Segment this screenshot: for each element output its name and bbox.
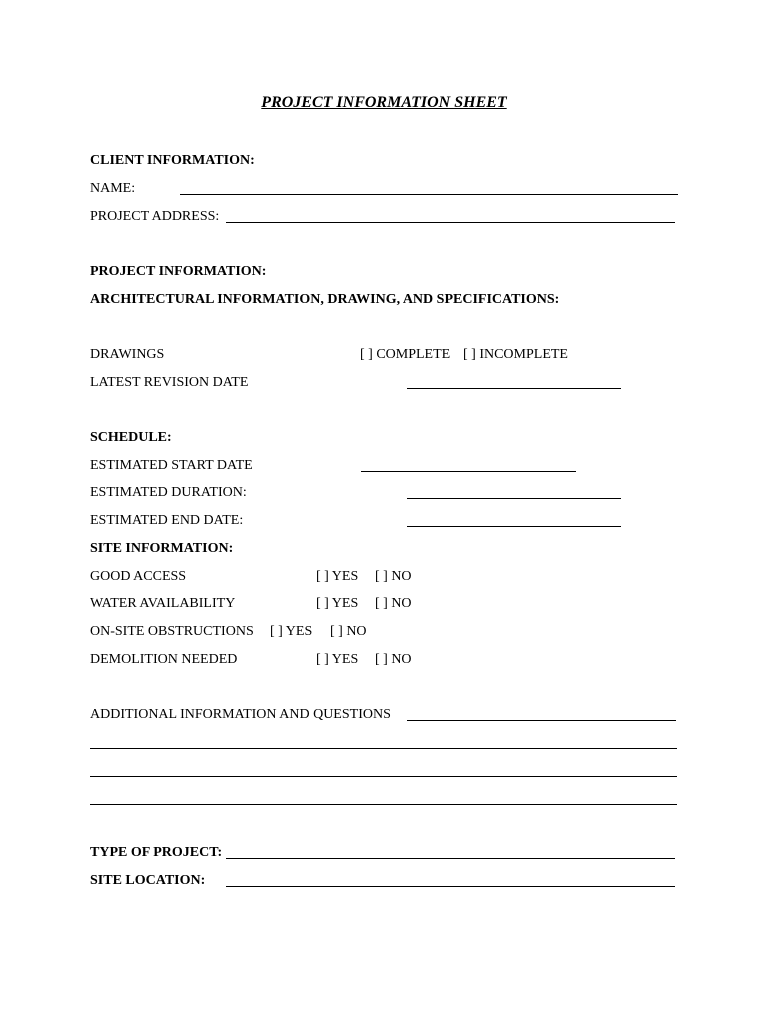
- demolition-needed-no-checkbox[interactable]: [ ] NO: [375, 652, 412, 667]
- drawings-complete-checkbox[interactable]: [ ] COMPLETE: [360, 347, 451, 362]
- water-availability-no-checkbox[interactable]: [ ] NO: [375, 596, 412, 611]
- site-location-label: SITE LOCATION:: [90, 873, 206, 888]
- on-site-obstructions-no-checkbox[interactable]: [ ] NO: [330, 624, 367, 639]
- water-availability-label: WATER AVAILABILITY: [90, 596, 236, 611]
- schedule-heading: SCHEDULE:: [90, 430, 172, 445]
- site-location-input-line[interactable]: [226, 886, 675, 887]
- additional-information-label: ADDITIONAL INFORMATION AND QUESTIONS: [90, 707, 391, 722]
- additional-information-input-line[interactable]: [407, 720, 676, 721]
- latest-revision-date-label: LATEST REVISION DATE: [90, 375, 249, 390]
- estimated-end-date-label: ESTIMATED END DATE:: [90, 513, 244, 528]
- demolition-needed-yes-checkbox[interactable]: [ ] YES: [316, 652, 359, 667]
- project-information-heading: PROJECT INFORMATION:: [90, 264, 267, 279]
- on-site-obstructions-yes-checkbox[interactable]: [ ] YES: [270, 624, 313, 639]
- name-input-line[interactable]: [180, 194, 678, 195]
- additional-information-line-2[interactable]: [90, 748, 677, 749]
- page-title: PROJECT INFORMATION SHEET: [261, 94, 507, 111]
- latest-revision-date-input-line[interactable]: [407, 388, 621, 389]
- estimated-start-date-input-line[interactable]: [361, 471, 576, 472]
- client-information-heading: CLIENT INFORMATION:: [90, 153, 255, 168]
- estimated-end-date-input-line[interactable]: [407, 526, 621, 527]
- on-site-obstructions-label: ON-SITE OBSTRUCTIONS: [90, 624, 254, 639]
- additional-information-line-4[interactable]: [90, 804, 677, 805]
- estimated-start-date-label: ESTIMATED START DATE: [90, 458, 253, 473]
- water-availability-yes-checkbox[interactable]: [ ] YES: [316, 596, 359, 611]
- site-information-heading: SITE INFORMATION:: [90, 541, 234, 556]
- project-address-input-line[interactable]: [226, 222, 675, 223]
- good-access-no-checkbox[interactable]: [ ] NO: [375, 569, 412, 584]
- estimated-duration-label: ESTIMATED DURATION:: [90, 485, 247, 500]
- project-address-label: PROJECT ADDRESS:: [90, 209, 220, 224]
- type-of-project-input-line[interactable]: [226, 858, 675, 859]
- demolition-needed-label: DEMOLITION NEEDED: [90, 652, 238, 667]
- drawings-incomplete-checkbox[interactable]: [ ] INCOMPLETE: [463, 347, 568, 362]
- architectural-information-heading: ARCHITECTURAL INFORMATION, DRAWING, AND SPECIFICATIONS:: [90, 292, 560, 307]
- good-access-yes-checkbox[interactable]: [ ] YES: [316, 569, 359, 584]
- drawings-label: DRAWINGS: [90, 347, 165, 362]
- estimated-duration-input-line[interactable]: [407, 498, 621, 499]
- name-label: NAME:: [90, 181, 136, 196]
- additional-information-line-3[interactable]: [90, 776, 677, 777]
- type-of-project-label: TYPE OF PROJECT:: [90, 845, 223, 860]
- good-access-label: GOOD ACCESS: [90, 569, 187, 584]
